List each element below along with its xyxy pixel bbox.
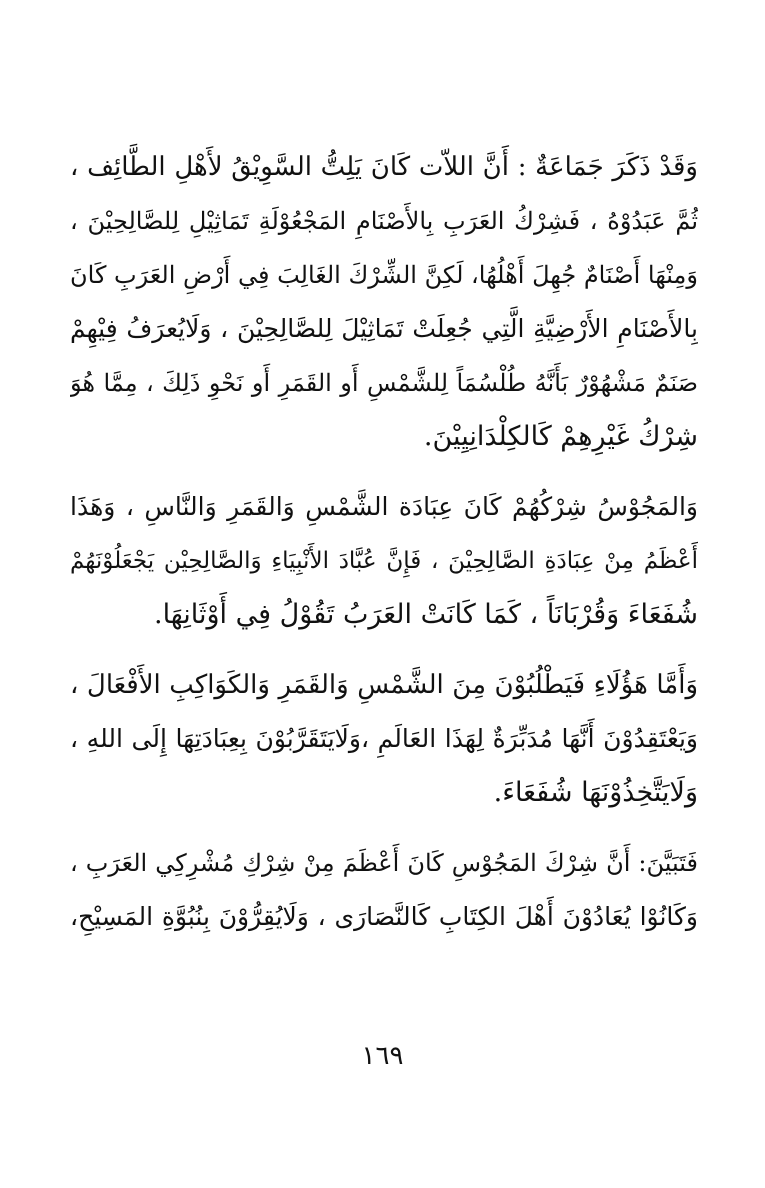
- paragraph-3: [70, 658, 698, 820]
- text-line: بِالأَصْنَامِ الأَرْضِيَّةِ الَّتِي جُعِلَتْ تَمَاثِيْلَ لِلصَّالِحِيْنَ ، وَلَايُعرَفُ فِيْهِمْ: [70, 314, 698, 343]
- text-line: أَعْظَمُ مِنْ عِبَادَةِ الصَّالِحِيْنَ ، فَإِنَّ عُبَّادَ الأَنْبِيَاءِ وَالصَّالِحِيْن يَجْعَلُوْنَهُمْ: [70, 548, 698, 574]
- body-text: [70, 140, 698, 960]
- paragraph-4: [70, 836, 698, 944]
- page-number: ١٦٩: [361, 1041, 404, 1071]
- text-line: وَيَعْتَقِدُوْنَ أَنَّهَا مُدَبِّرَةٌ لِهَذَا العَالَمِ ،وَلَايَتَقَرَّبُوْنَ بِعِبَادَتِهَا إِلَى اللهِ ،: [70, 724, 698, 753]
- text-line: ثُمَّ عَبَدُوْهُ ، فَشِرْكُ العَرَبِ بِالأَصْنَامِ المَجْعُوْلَةِ تَمَاثِيْلِ لِلصَّالِحِيْنَ ،: [70, 207, 698, 235]
- text-line: وَكَانُوْا يُعَادُوْنَ أَهْلَ الكِتَابِ كَالنَّصَارَى ، وَلَايُقِرُّوْنَ بِنُبُوَّةِ المَسِيْحِ،: [70, 902, 698, 931]
- text-line: شِرْكُ غَيْرِهِمْ كَالكِلْدَانِيِيْنَ.: [423, 421, 698, 452]
- text-line: صَنَمٌ مَشْهُوْرٌ بَأَنَّهُ طُلْسُمَاً لِلشَّمْسِ أَو القَمَرِ أَو نَحْوِ ذَلِكَ ، مِمَّا هُوَ: [70, 369, 698, 397]
- text-line: وَلَايَتَّخِذُوْنَهَا شُفَعَاءَ.: [493, 777, 698, 808]
- text-line: وَأَمَّا هَؤُلَاءِ فَيَطْلُبُوْنَ مِنَ الشَّمْسِ وَالقَمَرِ وَالكَوَاكِبِ الأَفْعَالَ ،: [70, 670, 698, 700]
- paragraph-1: [70, 140, 698, 464]
- text-line: وَالمَجُوْسُ شِرْكُهُمْ كَانَ عِبَادَة الشَّمْسِ وَالقَمَرِ وَالنَّاسِ ، وَهَذَا: [70, 492, 698, 521]
- text-line: فَتَبَيَّنَ: أَنَّ شِرْكَ المَجُوْسِ كَانَ أَعْظَمَ مِنْ شِرْكِ مُشْرِكِي العَرَبِ ،: [70, 849, 698, 877]
- text-line: وَقَدْ ذَكَرَ جَمَاعَةٌ : أَنَّ اللاّت كَانَ يَلِتُّ السَّوِيْقُ لأَهْلِ الطَّائِف ،: [70, 152, 698, 182]
- text-line: شُفَعَاءَ وَقُرْبَانَاً ، كَمَا كَانَتْ العَرَبُ تَقُوْلُ فِي أَوْثَانِهَا.: [154, 599, 698, 630]
- paragraph-2: [70, 480, 698, 642]
- text-line: وَمِنْهَا أَصْنَامٌ جُهِلَ أَهْلُهُا، لَكِنَّ الشِّرْكَ الغَالِبَ فِي أَرْضِ العَرَبِ كَانَ: [70, 261, 698, 289]
